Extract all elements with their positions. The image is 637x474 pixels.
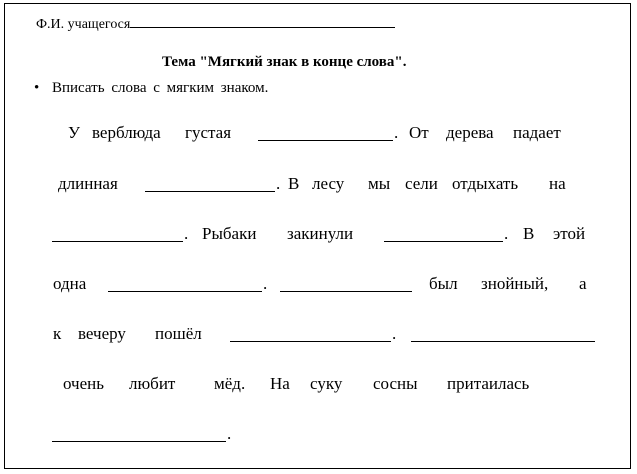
word: закинули — [287, 224, 354, 243]
word: лесу — [312, 174, 345, 193]
word: был — [429, 274, 458, 293]
word: сели — [405, 174, 438, 193]
word: мы — [368, 174, 391, 193]
text-line-2 — [0, 174, 637, 196]
word: любит — [129, 374, 176, 393]
worksheet-title: Тема "Мягкий знак в конце слова". — [162, 54, 407, 70]
task-instruction — [34, 80, 268, 97]
bullet-icon: • — [34, 80, 40, 96]
word: одна — [53, 274, 87, 293]
blank-field[interactable] — [258, 140, 393, 141]
word: падает — [513, 123, 561, 142]
student-name-label: Ф.И. учащегося — [36, 17, 131, 32]
blank-field[interactable] — [384, 241, 503, 242]
word: В — [288, 174, 300, 193]
word: . — [504, 224, 509, 243]
word: длинная — [58, 174, 118, 193]
word: . — [394, 123, 399, 142]
word: знойный, — [481, 274, 549, 293]
text-line-5 — [0, 324, 637, 346]
word: этой — [553, 224, 586, 243]
text-line-1 — [0, 123, 637, 145]
word: . — [184, 224, 189, 243]
blank-field[interactable] — [145, 191, 275, 192]
word: притаилась — [447, 374, 530, 393]
blank-field[interactable] — [230, 341, 391, 342]
word: на — [549, 174, 566, 193]
task-text: Вписать слова с мягким знаком. — [52, 80, 269, 96]
blank-field[interactable] — [411, 341, 595, 342]
word: У — [68, 123, 81, 142]
text-line-7 — [0, 424, 637, 446]
word: дерева — [446, 123, 494, 142]
word: а — [579, 274, 587, 293]
word: В — [523, 224, 535, 243]
word: очень — [63, 374, 105, 393]
word: От — [409, 123, 429, 142]
text-line-3 — [0, 224, 637, 246]
word: На — [270, 374, 290, 393]
word: верблюда — [92, 123, 161, 142]
blank-field[interactable] — [52, 241, 183, 242]
text-line-4 — [0, 274, 637, 296]
word: густая — [185, 123, 232, 142]
word: мёд. — [214, 374, 246, 393]
student-name-line — [36, 14, 395, 33]
word: суку — [310, 374, 343, 393]
blank-field[interactable] — [280, 291, 412, 292]
text-line-6 — [0, 374, 637, 396]
word: . — [263, 274, 268, 293]
word: отдыхать — [452, 174, 519, 193]
word: сосны — [373, 374, 418, 393]
blank-field[interactable] — [108, 291, 262, 292]
word: . — [276, 174, 281, 193]
word: Рыбаки — [202, 224, 257, 243]
word: вечеру — [78, 324, 126, 343]
word: к — [53, 324, 62, 343]
word: . — [392, 324, 397, 343]
word: пошёл — [155, 324, 202, 343]
word: . — [227, 424, 232, 443]
blank-field[interactable] — [52, 441, 226, 442]
student-name-field[interactable] — [130, 14, 395, 28]
